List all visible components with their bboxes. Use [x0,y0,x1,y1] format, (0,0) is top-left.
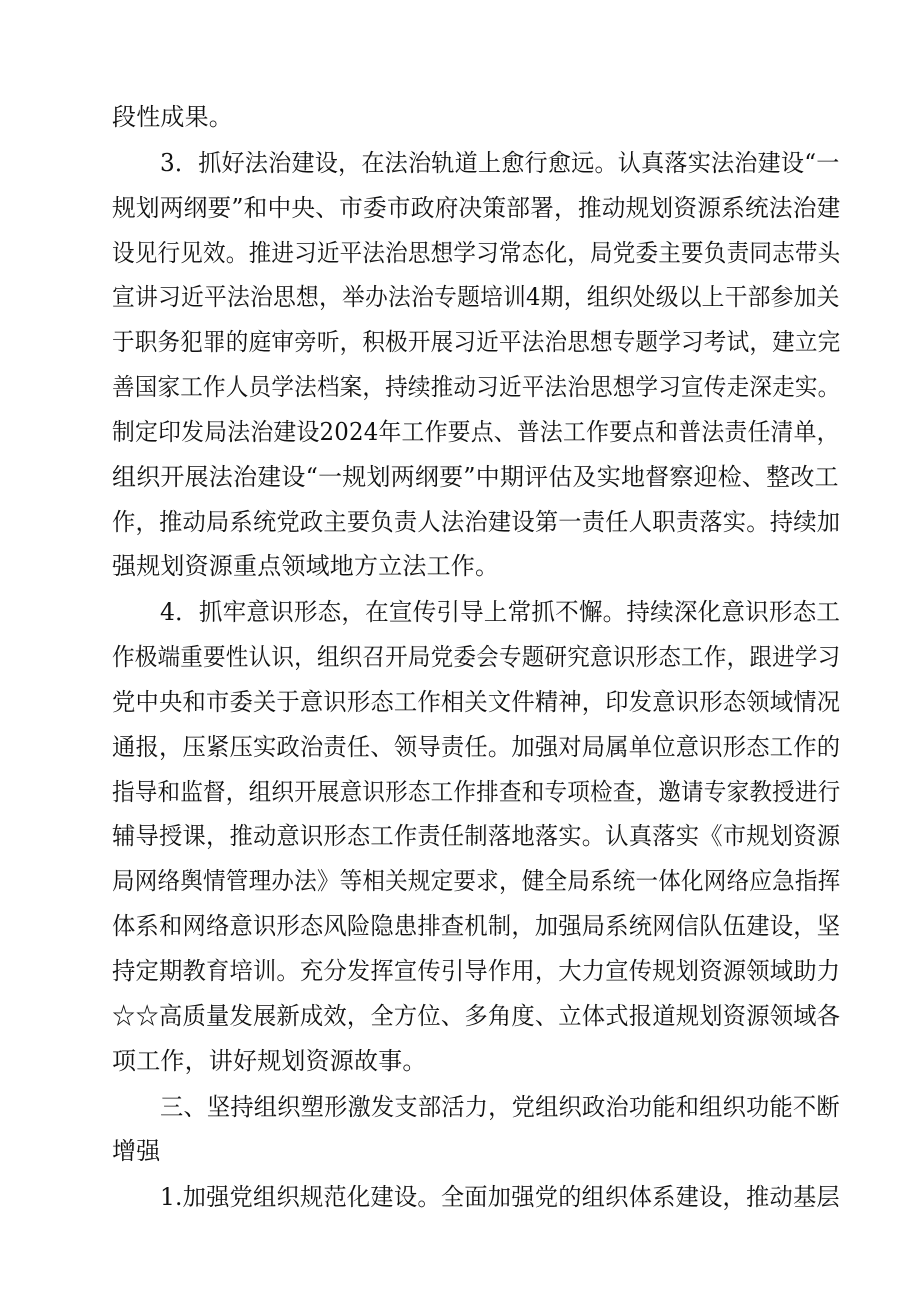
paragraph-line: 体系和网络意识形态风险隐患排查机制，加强局系统网信队伍建设，坚 [112,912,841,940]
paragraph-line: 3．抓好法治建设，在法治轨道上愈行愈远。认真落实法治建设“一 [160,149,840,177]
paragraph-line: 辅导授课，推动意识形态工作责任制落地落实。认真落实《市规划资源 [112,822,841,850]
paragraph-line: 项工作，讲好规划资源故事。 [112,1047,427,1075]
paragraph-line: 善国家工作人员学法档案，持续推动习近平法治思想学习宣传走深走实。 [112,373,841,401]
paragraph-line: 宣讲习近平法治思想，举办法治专题培训4期，组织处级以上干部参加关 [112,283,840,311]
paragraph-line: 强规划资源重点领域地方立法工作。 [112,552,500,580]
paragraph-line: 组织开展法治建设“一规划两纲要”中期评估及实地督察迎检、整改工 [112,463,839,491]
paragraph-line: 设见行见效。推进习近平法治思想学习常态化，局党委主要负责同志带头 [112,239,841,267]
paragraph-line: 于职务犯罪的庭审旁听，积极开展习近平法治思想专题学习考试，建立完 [112,328,841,356]
paragraph-line: 通报，压紧压实政治责任、领导责任。加强对局属单位意识形态工作的 [112,733,841,761]
paragraph-line: 1.加强党组织规范化建设。全面加强党的组织体系建设，推动基层 [160,1183,840,1211]
paragraph-line: 局网络舆情管理办法》等相关规定要求，健全局系统一体化网络应急指挥 [112,867,841,895]
paragraph-line: 段性成果。 [112,103,233,131]
section-heading-line: 增强 [112,1137,161,1165]
paragraph-line: 制定印发局法治建设2024年工作要点、普法工作要点和普法责任清单， [112,418,840,446]
paragraph-line: 党中央和市委关于意识形态工作相关文件精神，印发意识形态领域情况 [112,688,841,716]
paragraph-line: ☆☆高质量发展新成效，全方位、多角度、立体式报道规划资源领域各 [112,1002,841,1030]
paragraph-line: 持定期教育培训。充分发挥宣传引导作用，大力宣传规划资源领域助力 [112,957,841,985]
paragraph-line: 指导和监督，组织开展意识形态工作排查和专项检查，邀请专家教授进行 [112,778,841,806]
paragraph-line: 4．抓牢意识形态，在宣传引导上常抓不懈。持续深化意识形态工 [160,598,841,626]
paragraph-line: 规划两纲要”和中央、市委市政府决策部署，推动规划资源系统法治建 [112,194,841,222]
section-heading-line: 三、坚持组织塑形激发支部活力，党组织政治功能和组织功能不断 [160,1093,840,1121]
paragraph-line: 作，推动局系统党政主要负责人法治建设第一责任人职责落实。持续加 [112,508,841,536]
paragraph-line: 作极端重要性认识，组织召开局党委会专题研究意识形态工作，跟进学习 [112,643,841,671]
